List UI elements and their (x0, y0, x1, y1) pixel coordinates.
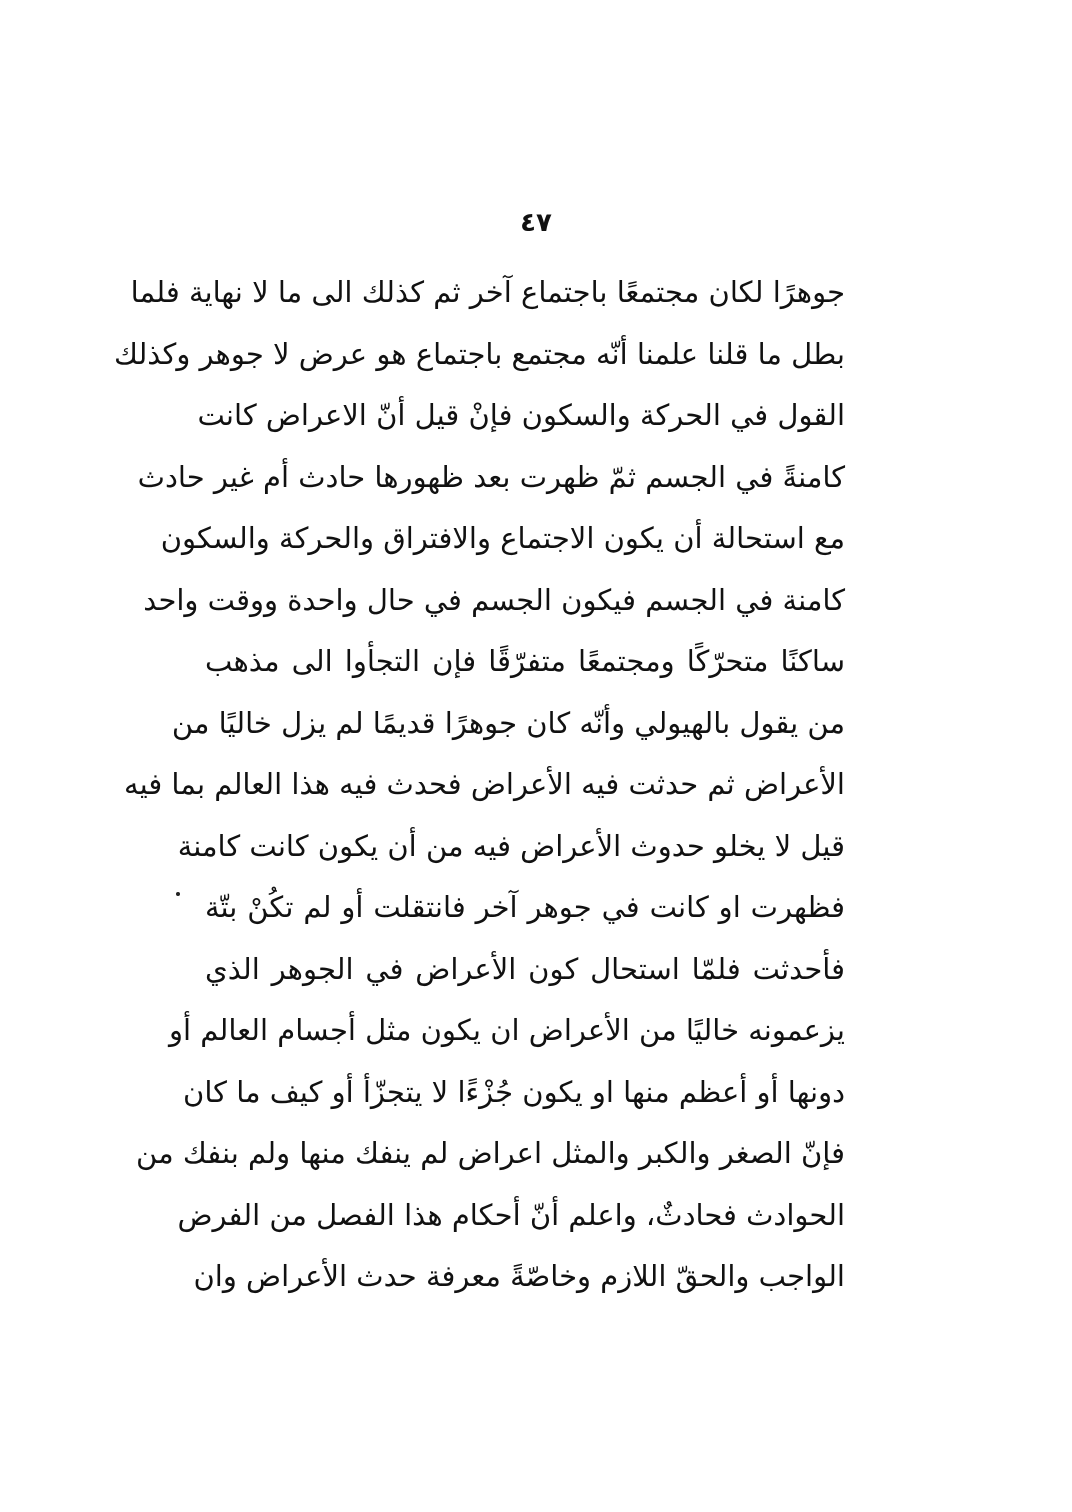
text-line: جوهرًا لكان مجتمعًا باجتماع آخر ثم كذلك الى ما لا نهاية فلما (130, 275, 845, 309)
text-line: يزعمونه خاليًا من الأعراض ان يكون مثل أجسام العالم أو (168, 1013, 845, 1047)
text-line: بطل ما قلنا علمنا أنّه مجتمع باجتماع هو عرض لا جوهر وكذلك (114, 336, 845, 371)
text-line: قيل لا يخلو حدوث الأعراض فيه من أن يكون كانت كامنة (177, 828, 845, 863)
text-line: فإنّ الصغر والكبر والمثل اعراض لم ينفك منها ولم بنفك من (136, 1136, 845, 1170)
scan-speck (176, 892, 180, 896)
text-line: ساكنًا متحرّكًا ومجتمعًا متفرّقًا فإن التجأوا الى مذهب (205, 644, 845, 678)
text-line: كامنةً في الجسم ثمّ ظهرت بعد ظهورها حادث أم غير حادث (137, 459, 845, 494)
page-number: ٤٧ (520, 208, 552, 238)
text-line: الأعراض ثم حدثت فيه الأعراض فحدث فيه هذا العالم بما فيه (124, 767, 845, 801)
text-line: دونها أو أعظم منها او يكون جُزْءًا لا يتجزّأ أو كيف ما كان (183, 1074, 845, 1109)
text-line: مع استحالة أن يكون الاجتماع والافتراق والحركة والسكون (160, 521, 845, 555)
text-line: القول في الحركة والسكون فإنْ قيل أنّ الاعراض كانت (197, 398, 845, 432)
text-line: فظهرت او كانت في جوهر آخر فانتقلت أو لم تكُنْ بتّة (205, 890, 845, 924)
text-line: الواجب والحقّ اللازم وخاصّةً معرفة حدث الأعراض وان (193, 1259, 845, 1293)
text-line: الحوادث فحادثٌ، واعلم أنّ أحكام هذا الفصل من الفرض (177, 1197, 845, 1232)
text-line: من يقول بالهيولي وأنّه كان جوهرًا قديمًا لم يزل خاليًا من (171, 705, 845, 740)
body-text (114, 262, 845, 1308)
text-line: فأحدثت فلمّا استحال كون الأعراض في الجوهر الذي (205, 951, 845, 986)
text-line: كامنة في الجسم فيكون الجسم في حال واحدة ووقت واحد (143, 582, 845, 617)
